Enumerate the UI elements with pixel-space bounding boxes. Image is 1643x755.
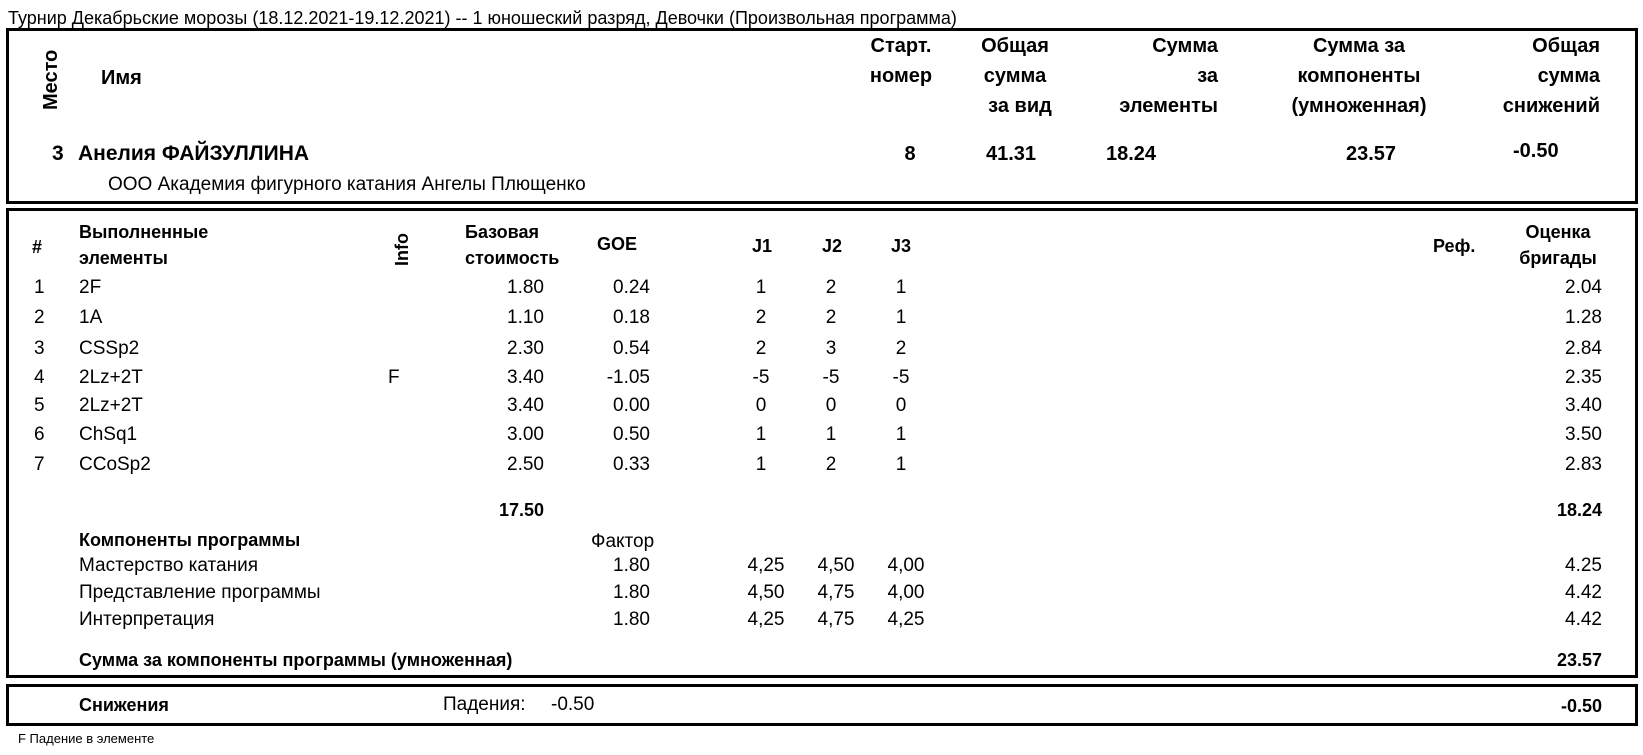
- cell-num: 5: [34, 395, 45, 416]
- cell-j3: 1: [895, 454, 907, 475]
- cell-panel-score: 3.50: [1565, 424, 1602, 445]
- component-score: 4.25: [1565, 555, 1602, 576]
- cell-j2: -5: [822, 367, 840, 388]
- cell-j2: 2: [825, 307, 837, 328]
- header-j3: J3: [891, 236, 912, 256]
- component-name: Представление программы: [79, 582, 321, 603]
- component-j2: 4,75: [817, 582, 855, 603]
- cell-j2: 3: [825, 338, 837, 359]
- component-j3: 4,00: [887, 555, 925, 576]
- cell-panel-score: 1.28: [1565, 307, 1602, 328]
- cell-goe: 0.33: [613, 454, 650, 475]
- components-total-label: Сумма за компоненты программы (умноженная): [79, 650, 513, 670]
- component-j1: 4,25: [747, 555, 785, 576]
- component-j1: 4,25: [747, 609, 785, 630]
- cell-j1: 1: [755, 424, 767, 445]
- start-number: 8: [904, 143, 916, 165]
- header-referee: Реф.: [1433, 236, 1476, 256]
- cell-j3: 1: [895, 277, 907, 298]
- component-j2: 4,75: [817, 609, 855, 630]
- page-title: Турнир Декабрьские морозы (18.12.2021-19.12.2021) -- 1 юношеский разряд, Девочки (Произвольная программа): [8, 8, 957, 28]
- cell-j2: 2: [825, 454, 837, 475]
- cell-j2: 1: [825, 424, 837, 445]
- components-title: Компоненты программы: [79, 530, 301, 550]
- cell-panel-score: 2.84: [1565, 338, 1602, 359]
- component-j1: 4,50: [747, 582, 785, 603]
- component-j3: 4,00: [887, 582, 925, 603]
- cell-j3: 0: [895, 395, 907, 416]
- header-total: Общая сумма за вид: [981, 35, 1052, 117]
- component-name: Мастерство катания: [79, 555, 258, 576]
- component-score: 4.42: [1565, 582, 1602, 603]
- component-factor: 1.80: [613, 555, 650, 576]
- deductions-label: Снижения: [79, 695, 169, 715]
- header-j1: J1: [752, 236, 773, 256]
- skater-place: 3: [52, 142, 64, 165]
- cell-base-value: 2.30: [507, 338, 544, 359]
- header-tes: Сумма за элементы: [1119, 35, 1218, 117]
- cell-panel-score: 3.40: [1565, 395, 1602, 416]
- factor-label: Фактор: [591, 531, 655, 552]
- cell-j2: 2: [825, 277, 837, 298]
- cell-element: 2F: [79, 277, 102, 298]
- cell-element: 1A: [79, 307, 103, 328]
- cell-j3: 2: [895, 338, 907, 359]
- cell-element: CCoSp2: [79, 454, 151, 475]
- cell-goe: 0.00: [613, 395, 650, 416]
- component-j2: 4,50: [817, 555, 855, 576]
- footnote: F Падение в элементе: [18, 731, 155, 746]
- header-pcs: Сумма за компоненты (умноженная): [1291, 35, 1427, 117]
- cell-panel-score: 2.04: [1565, 277, 1602, 298]
- panel-score-total: 18.24: [1556, 500, 1602, 520]
- header-goe: GOE: [597, 234, 638, 254]
- cell-num: 3: [34, 338, 45, 359]
- tes-score: 18.24: [1106, 143, 1157, 165]
- header-place: Место: [40, 49, 62, 110]
- skater-name: Анелия ФАЙЗУЛЛИНА: [78, 142, 310, 165]
- cell-element: 2Lz+2T: [79, 367, 143, 388]
- header-panel-score: Оценка бригады: [1519, 222, 1597, 268]
- deductions-score: -0.50: [1513, 140, 1559, 162]
- cell-j1: 2: [755, 338, 767, 359]
- component-factor: 1.80: [613, 609, 650, 630]
- cell-num: 7: [34, 454, 45, 475]
- cell-panel-score: 2.35: [1565, 367, 1602, 388]
- header-j2: J2: [822, 236, 843, 256]
- cell-goe: -1.05: [606, 367, 650, 388]
- header-num: #: [32, 237, 43, 257]
- cell-j1: 0: [755, 395, 767, 416]
- cell-goe: 0.50: [613, 424, 650, 445]
- component-j3: 4,25: [887, 609, 925, 630]
- cell-goe: 0.54: [613, 338, 650, 359]
- cell-num: 1: [34, 277, 45, 298]
- skater-club: ООО Академия фигурного катания Ангелы Плющенко: [108, 174, 586, 195]
- cell-panel-score: 2.83: [1565, 454, 1602, 475]
- cell-j3: 1: [895, 307, 907, 328]
- cell-j2: 0: [825, 395, 837, 416]
- component-score: 4.42: [1565, 609, 1602, 630]
- component-factor: 1.80: [613, 582, 650, 603]
- cell-element: CSSp2: [79, 338, 140, 359]
- header-base-value: Базовая стоимость: [465, 222, 560, 268]
- cell-j3: -5: [892, 367, 910, 388]
- base-value-total: 17.50: [498, 500, 544, 520]
- cell-num: 6: [34, 424, 45, 445]
- cell-goe: 0.18: [613, 307, 650, 328]
- header-start-no: Старт. номер: [869, 35, 933, 87]
- cell-j1: 1: [755, 277, 767, 298]
- deductions-box: [6, 684, 1638, 726]
- header-name: Имя: [101, 67, 142, 89]
- deductions-total: -0.50: [1560, 696, 1602, 716]
- cell-goe: 0.24: [613, 277, 650, 298]
- cell-base-value: 2.50: [507, 454, 544, 475]
- cell-j1: -5: [752, 367, 770, 388]
- cell-element: 2Lz+2T: [79, 395, 143, 416]
- cell-base-value: 1.10: [507, 307, 544, 328]
- falls-label: Падения:: [443, 694, 526, 715]
- cell-j1: 2: [755, 307, 767, 328]
- cell-info: F: [388, 367, 400, 388]
- cell-base-value: 3.40: [507, 367, 544, 388]
- cell-base-value: 1.80: [507, 277, 544, 298]
- component-name: Интерпретация: [79, 609, 215, 630]
- pcs-score: 23.57: [1346, 143, 1397, 165]
- header-info: Info: [392, 233, 412, 266]
- cell-j1: 1: [755, 454, 767, 475]
- cell-num: 2: [34, 307, 45, 328]
- falls-value: -0.50: [551, 694, 595, 715]
- cell-element: ChSq1: [79, 424, 138, 445]
- header-deductions: Общая сумма снижений: [1502, 35, 1600, 117]
- components-total: 23.57: [1556, 650, 1602, 670]
- cell-base-value: 3.00: [507, 424, 544, 445]
- cell-num: 4: [34, 367, 45, 388]
- total-score: 41.31: [986, 143, 1037, 165]
- cell-j3: 1: [895, 424, 907, 445]
- cell-base-value: 3.40: [507, 395, 544, 416]
- header-element: Выполненные элементы: [79, 222, 209, 268]
